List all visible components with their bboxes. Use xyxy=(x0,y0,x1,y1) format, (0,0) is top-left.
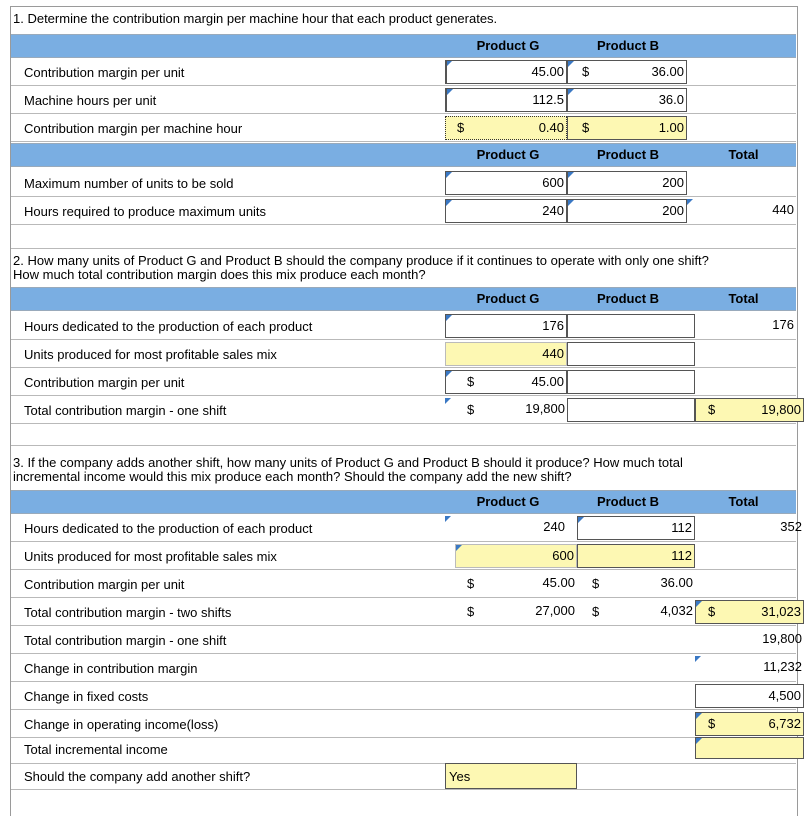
s3-row-total-incremental xyxy=(11,736,796,764)
s2-row-hours-dedicated xyxy=(11,312,796,340)
row-label: Contribution margin per unit xyxy=(24,65,185,80)
dollar-sign: $ xyxy=(708,716,716,731)
dollar-sign: $ xyxy=(457,120,465,135)
s1-row-cm-per-unit xyxy=(11,58,796,86)
s1-row-max-units xyxy=(11,169,796,197)
question-2-line-1: 2. How many units of Product G and Product B should the company produce if it continues to operate with only one shift? xyxy=(13,253,709,268)
s3-change-cm-total-cell[interactable]: 11,232 xyxy=(695,656,804,680)
question-3-line-1: 3. If the company adds another shift, how many units of Product G and Product B should it produce? How much total xyxy=(13,455,683,470)
s3-hours-g-cell[interactable]: 240 xyxy=(445,516,567,540)
s3-hours-total-cell[interactable]: 352 xyxy=(780,519,802,534)
s3-total-two-b-cell[interactable]: 4,032 xyxy=(660,603,693,618)
row-label: Hours required to produce maximum units xyxy=(24,204,267,219)
dollar-sign: $ xyxy=(467,402,475,417)
s2-header-product-b: Product B xyxy=(596,291,660,306)
s1-row-machine-hours xyxy=(11,86,796,114)
s1-header-row xyxy=(11,34,796,58)
s3-row-should-add-shift xyxy=(11,762,796,790)
row-label: Total contribution margin - one shift xyxy=(24,633,227,648)
spacer xyxy=(11,225,796,249)
s3-row-total-cm-two xyxy=(11,598,801,626)
s2-cm-unit-b-cell[interactable] xyxy=(567,370,695,394)
s1-max-units-b-cell[interactable]: 200 xyxy=(567,171,687,195)
row-label: Contribution margin per unit xyxy=(24,375,185,390)
row-label: Total contribution margin - one shift xyxy=(24,403,227,418)
s3-header-product-b: Product B xyxy=(596,494,660,509)
row-label: Change in contribution margin xyxy=(24,661,198,676)
question-2-line-2: How much total contribution margin does this mix produce each month? xyxy=(13,267,426,282)
s2-hours-total-cell[interactable]: 176 xyxy=(772,317,794,332)
s1-machine-hours-g-cell[interactable]: 112.5 xyxy=(445,88,567,112)
row-label: Total incremental income xyxy=(24,742,168,757)
row-label: Machine hours per unit xyxy=(24,93,157,108)
s1-row-hours-required xyxy=(11,197,796,225)
dollar-sign: $ xyxy=(467,576,475,591)
s2-hours-b-cell[interactable] xyxy=(567,314,695,338)
s2-units-g-cell[interactable]: 440 xyxy=(445,342,567,366)
s3-row-total-cm-one xyxy=(11,626,802,654)
row-label: Hours dedicated to the production of each product xyxy=(24,521,313,536)
dollar-sign: $ xyxy=(467,604,475,619)
row-label: Contribution margin per machine hour xyxy=(24,121,243,136)
s1-header2-row xyxy=(11,143,796,167)
row-label: Should the company add another shift? xyxy=(24,769,251,784)
row-label: Change in fixed costs xyxy=(24,689,149,704)
s2-hours-g-cell[interactable]: 176 xyxy=(445,314,567,338)
question-1: 1. Determine the contribution margin per machine hour that each product generates. xyxy=(13,11,498,26)
s1-hours-req-total-cell[interactable]: 440 xyxy=(687,199,796,223)
s3-row-units-produced xyxy=(11,542,796,570)
s2-header-row xyxy=(11,287,796,311)
s1-hours-req-b-cell[interactable]: 200 xyxy=(567,199,687,223)
s2-row-total-cm xyxy=(11,396,801,424)
s3-units-b-cell[interactable]: 112 xyxy=(577,544,695,568)
s3-units-g-cell[interactable]: 600 xyxy=(455,544,577,568)
row-label: Contribution margin per unit xyxy=(24,577,185,592)
dollar-sign: $ xyxy=(467,374,475,389)
s2-cm-unit-g-cell[interactable]: 45.00 xyxy=(445,370,567,394)
s1-header2-product-b: Product B xyxy=(596,147,660,162)
s2-header-product-g: Product G xyxy=(476,291,540,306)
s2-units-b-cell[interactable] xyxy=(567,342,695,366)
s2-total-cm-total-cell[interactable]: 19,800 xyxy=(695,398,804,422)
row-label: Hours dedicated to the production of each product xyxy=(24,319,313,334)
s2-total-cm-b-cell[interactable] xyxy=(567,398,695,422)
dollar-sign: $ xyxy=(582,120,590,135)
s1-cm-hour-b-cell[interactable]: 1.00 xyxy=(567,116,687,140)
s3-change-fixed-total-cell[interactable]: 4,500 xyxy=(695,684,804,708)
s2-row-cm-per-unit xyxy=(11,368,796,396)
s2-row-units-produced xyxy=(11,340,796,368)
s3-row-cm-per-unit xyxy=(11,570,796,598)
s3-row-change-cm xyxy=(11,654,802,682)
s2-header-total: Total xyxy=(728,291,759,306)
row-label: Maximum number of units to be sold xyxy=(24,176,234,191)
dollar-sign: $ xyxy=(592,604,600,619)
row-label: Units produced for most profitable sales mix xyxy=(24,549,277,564)
spacer xyxy=(11,424,796,446)
s3-total-one-total-cell[interactable]: 19,800 xyxy=(762,631,802,646)
s3-row-change-fixed xyxy=(11,682,801,710)
question-3-line-2: incremental income would this mix produce each month? Should the company add the new shift? xyxy=(13,469,572,484)
s3-header-total: Total xyxy=(728,494,759,509)
s1-header-product-b: Product B xyxy=(596,38,660,53)
dollar-sign: $ xyxy=(592,576,600,591)
s3-row-change-income xyxy=(11,710,801,738)
s3-total-incremental-total-cell[interactable] xyxy=(695,737,804,759)
s3-should-add-shift-select[interactable]: Yes xyxy=(445,763,577,789)
s3-change-income-total-cell[interactable]: 6,732 xyxy=(695,712,804,736)
s3-total-two-total-cell[interactable]: 31,023 xyxy=(695,600,804,624)
s1-hours-req-g-cell[interactable]: 240 xyxy=(445,199,567,223)
row-label: Units produced for most profitable sales mix xyxy=(24,347,277,362)
s3-header-product-g: Product G xyxy=(476,494,540,509)
s1-header-product-g: Product G xyxy=(476,38,540,53)
dollar-sign: $ xyxy=(582,64,590,79)
s3-cm-unit-b-cell[interactable]: 36.00 xyxy=(660,575,693,590)
s1-cm-unit-g-cell[interactable]: 45.00 xyxy=(445,60,567,84)
s3-cm-unit-g-cell[interactable]: 45.00 xyxy=(542,575,575,590)
s1-machine-hours-b-cell[interactable]: 36.0 xyxy=(567,88,687,112)
s2-total-cm-g-cell[interactable]: 19,800 xyxy=(445,398,567,422)
s1-max-units-g-cell[interactable]: 600 xyxy=(445,171,567,195)
s3-row-hours-dedicated xyxy=(11,514,802,542)
dollar-sign: $ xyxy=(708,402,716,417)
s1-header2-product-g: Product G xyxy=(476,147,540,162)
dollar-sign: $ xyxy=(708,604,716,619)
s1-cm-unit-b-cell[interactable]: 36.00 xyxy=(567,60,687,84)
cell-border xyxy=(445,60,567,84)
s1-cm-hour-g-cell[interactable]: 0.40 xyxy=(445,116,567,140)
row-label: Change in operating income(loss) xyxy=(24,717,219,732)
s3-header-row xyxy=(11,490,796,514)
s3-total-two-g-cell[interactable]: 27,000 xyxy=(535,603,575,618)
s1-header2-total: Total xyxy=(728,147,759,162)
s3-hours-b-cell[interactable]: 112 xyxy=(577,516,695,540)
s1-row-cm-per-hour xyxy=(11,114,796,142)
row-label: Total contribution margin - two shifts xyxy=(24,605,232,620)
